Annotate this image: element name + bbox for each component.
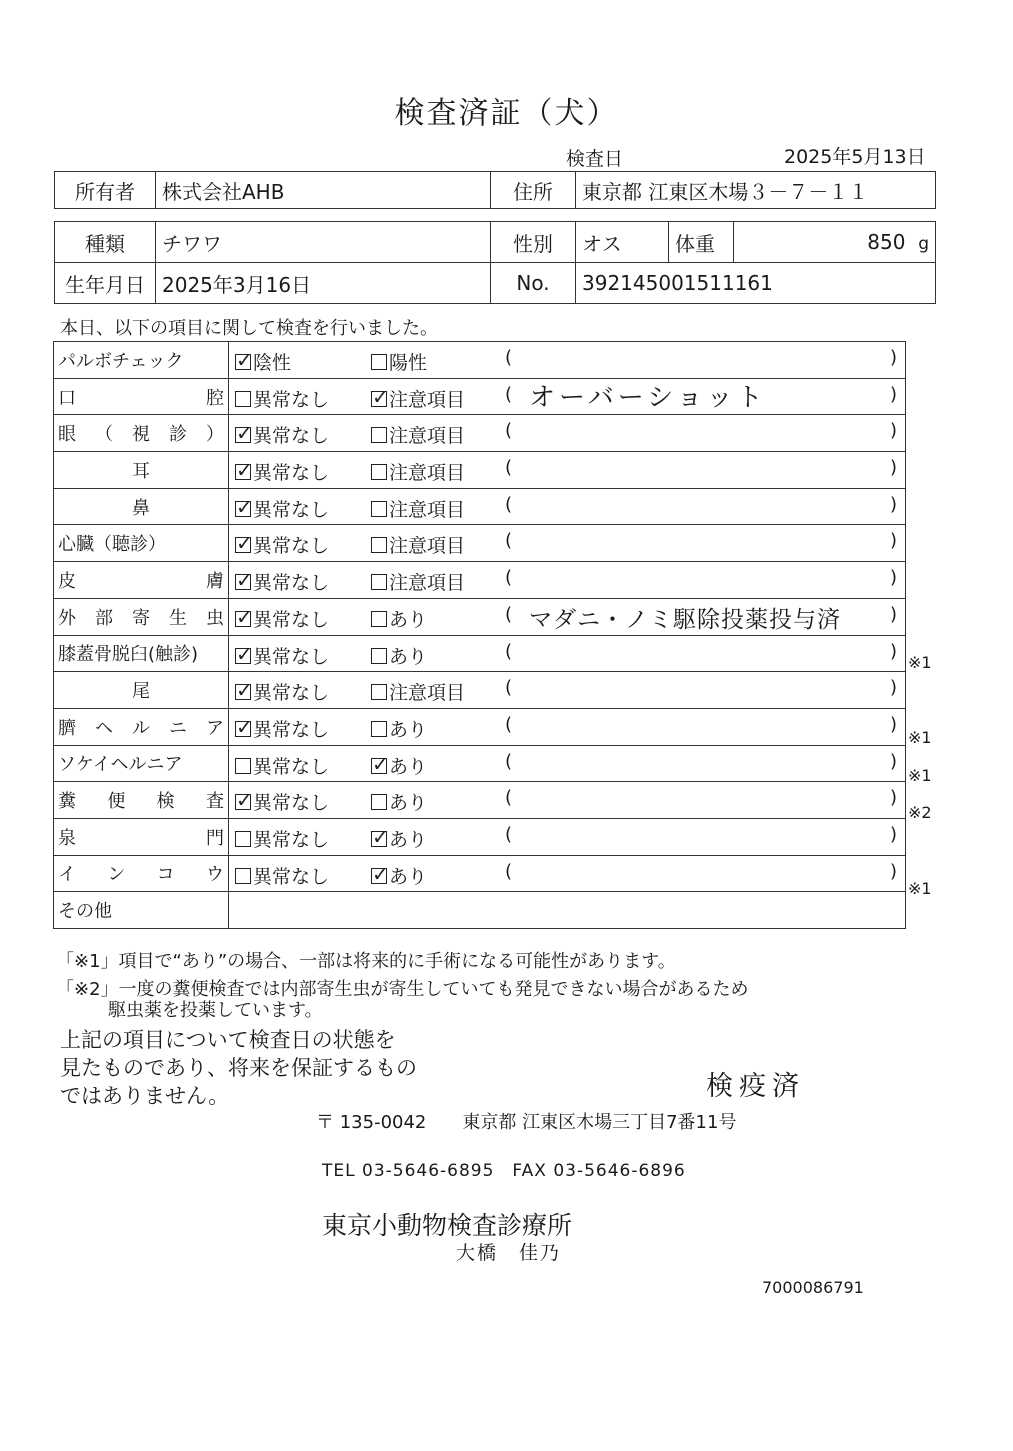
empty-box-icon[interactable] [371, 354, 387, 370]
paren-close: ) [889, 420, 897, 442]
check-item-label: 耳 [132, 460, 150, 482]
checked-box-icon[interactable] [371, 391, 387, 407]
checked-box-icon[interactable] [235, 684, 251, 700]
document-code: 7000086791 [762, 1278, 864, 1297]
option-2[interactable] [371, 678, 465, 705]
check-row [54, 855, 906, 892]
option-1[interactable] [235, 862, 329, 889]
pet-table [54, 221, 936, 304]
option-2[interactable] [371, 385, 465, 412]
check-result-cell [229, 818, 906, 855]
empty-box-icon[interactable] [235, 831, 251, 847]
check-item-name [54, 415, 229, 452]
weight-label: 体重 [669, 222, 734, 263]
empty-box-icon[interactable] [235, 868, 251, 884]
exam-date-value: 2025年5月13日 [784, 146, 926, 168]
option-2[interactable] [371, 458, 465, 485]
check-row [54, 342, 906, 379]
check-result-cell [229, 525, 906, 562]
check-result-cell [229, 855, 906, 892]
paren-close: ) [889, 567, 897, 589]
no-label: No. [491, 263, 576, 304]
option-1[interactable] [235, 421, 329, 448]
sex-value: オス [576, 222, 669, 263]
checked-box-icon[interactable] [235, 574, 251, 590]
option-label: あり [389, 755, 428, 778]
check-row [54, 672, 906, 709]
check-result-cell [229, 708, 906, 745]
option-1[interactable] [235, 458, 329, 485]
check-row [54, 562, 906, 599]
check-result-cell [229, 635, 906, 672]
check-item-label: イ ン コ ウ [58, 864, 224, 886]
option-label: 陰性 [253, 352, 292, 374]
check-item-name [54, 342, 229, 379]
check-row [54, 782, 906, 819]
option-label: 注意項目 [389, 572, 466, 595]
weight-unit: g [918, 234, 929, 254]
check-row [54, 635, 906, 672]
footnote-mark: ※2 [908, 803, 932, 823]
check-result-cell [229, 672, 906, 709]
note-1: 「※1」項目で“あり”の場合、一部は将来的に手術になる可能性があります。 [56, 951, 676, 972]
checked-box-icon[interactable] [235, 501, 251, 517]
check-result-cell [229, 452, 906, 489]
option-2[interactable] [371, 752, 427, 779]
option-2[interactable] [371, 531, 465, 558]
check-item-name [54, 782, 229, 819]
checked-box-icon[interactable] [235, 537, 251, 553]
checked-box-icon[interactable] [235, 721, 251, 737]
option-2[interactable] [371, 715, 427, 742]
check-item-name [54, 635, 229, 672]
checked-box-icon[interactable] [235, 464, 251, 480]
check-result-cell [229, 378, 906, 415]
check-item-label: 臍 ヘ ル ニ ア [58, 717, 224, 739]
check-item-name [54, 452, 229, 489]
option-1[interactable] [235, 678, 329, 705]
checked-box-icon[interactable] [235, 427, 251, 443]
check-item-label: 鼻 [132, 497, 150, 519]
option-1[interactable] [235, 715, 329, 742]
disclaimer [60, 1026, 417, 1110]
disclaimer-line: ではありません。 [60, 1084, 230, 1108]
check-remark: オーバーショット [529, 382, 767, 413]
paren-open: ( [505, 567, 513, 589]
check-item-name [54, 525, 229, 562]
empty-box-icon[interactable] [371, 611, 387, 627]
paren-open: ( [505, 347, 513, 368]
empty-box-icon[interactable] [235, 758, 251, 774]
option-label: 異常なし [253, 572, 330, 595]
option-label: 異常なし [253, 865, 330, 888]
no-value: 392145001511161 [576, 263, 936, 304]
owner-label: 所有者 [55, 172, 156, 209]
option-1[interactable] [235, 385, 329, 412]
paren-close: ) [889, 383, 897, 405]
empty-box-icon[interactable] [371, 464, 387, 480]
check-item-label: 外 部 寄 生 虫 [58, 607, 224, 629]
check-item-name [54, 818, 229, 855]
check-item-label: 眼 （ 視 診 ） [58, 424, 224, 446]
paren-close: ) [889, 677, 897, 699]
paren-open: ( [505, 750, 513, 772]
check-row [54, 378, 906, 415]
check-item-label: 膝蓋骨脱臼(触診) [58, 644, 199, 666]
footnote-mark: ※1 [908, 765, 932, 785]
checked-box-icon[interactable] [235, 794, 251, 810]
check-result-cell [229, 598, 906, 635]
exam-date-label: 検査日 [566, 148, 624, 170]
option-label: あり [389, 792, 428, 815]
paren-open: ( [505, 493, 513, 515]
option-2[interactable] [371, 421, 465, 448]
option-label: 注意項目 [389, 498, 466, 521]
checked-box-icon[interactable] [371, 758, 387, 774]
paren-close: ) [889, 347, 897, 368]
note-2: 「※2」一度の糞便検査では内部寄生虫が寄生していても発見できない場合があるため [56, 979, 749, 1000]
check-row [54, 525, 906, 562]
empty-box-icon[interactable] [371, 794, 387, 810]
paren-close: ) [889, 713, 897, 735]
option-label: 注意項目 [389, 462, 466, 485]
option-1[interactable] [235, 531, 329, 558]
check-item-name [54, 855, 229, 892]
option-1[interactable] [235, 825, 329, 852]
option-1[interactable] [235, 605, 329, 632]
option-label: 異常なし [253, 682, 330, 705]
quarantine-stamp: 検疫済 [706, 1071, 805, 1102]
option-label: 異常なし [253, 425, 330, 448]
check-item-name [54, 562, 229, 599]
check-item-label: 糞 便 検 査 [58, 791, 224, 813]
check-item-name [54, 598, 229, 635]
footnote-mark: ※1 [908, 728, 932, 747]
checked-box-icon[interactable] [371, 868, 387, 884]
disclaimer-line: 見たものであり、将来を保証するもの [60, 1056, 417, 1080]
intro-text: 本日、以下の項目に関して検査を行いました。 [60, 318, 438, 339]
owner-value: 株式会社AHB [156, 172, 491, 209]
clinic-name: 東京小動物検査診療所 [322, 1211, 573, 1240]
check-result-cell [229, 342, 906, 379]
option-label: 注意項目 [389, 535, 466, 558]
check-item-label: 皮 膚 [58, 570, 224, 592]
paren-close: ) [889, 603, 897, 625]
check-item-label: 心臓（聴診） [58, 534, 166, 556]
option-2[interactable] [371, 788, 427, 815]
option-label: 異常なし [253, 755, 330, 778]
empty-box-icon[interactable] [371, 501, 387, 517]
option-label: あり [389, 865, 428, 888]
option-1[interactable] [235, 568, 329, 595]
check-result-cell [229, 782, 906, 819]
empty-box-icon[interactable] [371, 574, 387, 590]
check-row-other [54, 892, 906, 929]
check-row [54, 708, 906, 745]
check-item-name [54, 488, 229, 525]
option-1[interactable] [235, 495, 329, 522]
breed-value: チワワ [156, 222, 491, 263]
check-item-name [54, 708, 229, 745]
option-2[interactable] [371, 568, 465, 595]
check-item-label: 口 腔 [58, 387, 224, 409]
check-row [54, 818, 906, 855]
option-label: 注意項目 [389, 388, 466, 411]
weight-value: 850 [867, 230, 906, 254]
checked-box-icon[interactable] [235, 648, 251, 664]
weight-cell [734, 222, 936, 263]
option-2[interactable] [371, 825, 427, 852]
paren-close: ) [889, 530, 897, 552]
option-label: あり [389, 608, 428, 631]
footnote-mark: ※1 [908, 652, 932, 672]
sex-label: 性別 [491, 222, 576, 263]
other-label: その他 [54, 892, 229, 929]
empty-box-icon[interactable] [371, 684, 387, 700]
paren-close: ) [889, 493, 897, 515]
empty-box-icon[interactable] [371, 721, 387, 737]
check-result-cell [229, 745, 906, 782]
paren-close: ) [889, 457, 897, 479]
breed-label: 種類 [55, 222, 156, 263]
address-value: 東京都 江東区木場３－７－１１ [576, 172, 936, 209]
paren-close: ) [889, 823, 897, 845]
check-row [54, 415, 906, 452]
paren-open: ( [505, 640, 513, 662]
option-2[interactable] [371, 642, 427, 669]
paren-open: ( [505, 457, 513, 479]
check-item-label: 尾 [132, 681, 150, 703]
option-label: 異常なし [253, 608, 330, 631]
clinic-tel-fax: TEL 03-5646-6895 FAX 03-5646-6896 [322, 1161, 686, 1181]
birth-value: 2025年3月16日 [156, 263, 491, 304]
paren-close: ) [889, 640, 897, 662]
check-result-cell [229, 488, 906, 525]
paren-close: ) [889, 787, 897, 809]
option-label: 異常なし [253, 388, 330, 411]
option-label: 陽性 [389, 352, 428, 374]
option-label: 異常なし [253, 462, 330, 485]
option-1[interactable] [235, 348, 291, 375]
check-item-name [54, 745, 229, 782]
option-label: 異常なし [253, 792, 330, 815]
option-label: 注意項目 [389, 682, 466, 705]
option-label: 異常なし [253, 498, 330, 521]
option-label: あり [389, 645, 428, 668]
check-row [54, 598, 906, 635]
paren-open: ( [505, 530, 513, 552]
paren-open: ( [505, 677, 513, 699]
option-1[interactable] [235, 642, 329, 669]
paren-open: ( [505, 420, 513, 442]
option-2[interactable] [371, 605, 427, 632]
option-label: あり [389, 828, 428, 851]
option-label: 異常なし [253, 645, 330, 668]
option-2[interactable] [371, 348, 427, 375]
check-remark: マダニ・ノミ駆除投薬投与済 [529, 606, 841, 633]
check-result-cell [229, 562, 906, 599]
check-item-label: ソケイヘルニア [58, 754, 183, 776]
option-label: あり [389, 718, 428, 741]
option-1[interactable] [235, 788, 329, 815]
check-row [54, 745, 906, 782]
address-label: 住所 [491, 172, 576, 209]
paren-open: ( [505, 383, 513, 405]
check-item-label: パルボチェック [58, 350, 184, 372]
paren-open: ( [505, 860, 513, 882]
check-row [54, 452, 906, 489]
doctor-name: 大橋 佳乃 [456, 1242, 562, 1264]
option-label: 異常なし [253, 828, 330, 851]
birth-label: 生年月日 [55, 263, 156, 304]
paren-open: ( [505, 713, 513, 735]
disclaimer-line: 上記の項目について検査日の状態を [60, 1028, 396, 1052]
checks-table [53, 341, 906, 929]
other-value [229, 892, 906, 929]
empty-box-icon[interactable] [371, 427, 387, 443]
checked-box-icon[interactable] [371, 831, 387, 847]
empty-box-icon[interactable] [371, 648, 387, 664]
option-1[interactable] [235, 752, 329, 779]
checked-box-icon[interactable] [235, 354, 251, 370]
option-label: 異常なし [253, 535, 330, 558]
paren-close: ) [889, 860, 897, 882]
check-item-name [54, 672, 229, 709]
check-row [54, 488, 906, 525]
document-title: 検査済証（犬） [394, 96, 619, 131]
paren-open: ( [505, 823, 513, 845]
option-label: 注意項目 [389, 425, 466, 448]
option-2[interactable] [371, 495, 465, 522]
check-result-cell [229, 415, 906, 452]
empty-box-icon[interactable] [371, 537, 387, 553]
paren-close: ) [889, 750, 897, 772]
paren-open: ( [505, 787, 513, 809]
option-2[interactable] [371, 862, 427, 889]
empty-box-icon[interactable] [235, 391, 251, 407]
check-item-name [54, 378, 229, 415]
note-2-cont: 駆虫薬を投薬しています。 [108, 1000, 323, 1021]
clinic-address: 〒 135-0042 東京都 江東区木場三丁目7番11号 [316, 1112, 737, 1133]
option-label: 異常なし [253, 718, 330, 741]
check-item-label: 泉 門 [58, 827, 224, 849]
owner-table [54, 171, 936, 209]
footnote-mark: ※1 [908, 878, 932, 898]
checked-box-icon[interactable] [235, 611, 251, 627]
paren-open: ( [505, 603, 513, 625]
